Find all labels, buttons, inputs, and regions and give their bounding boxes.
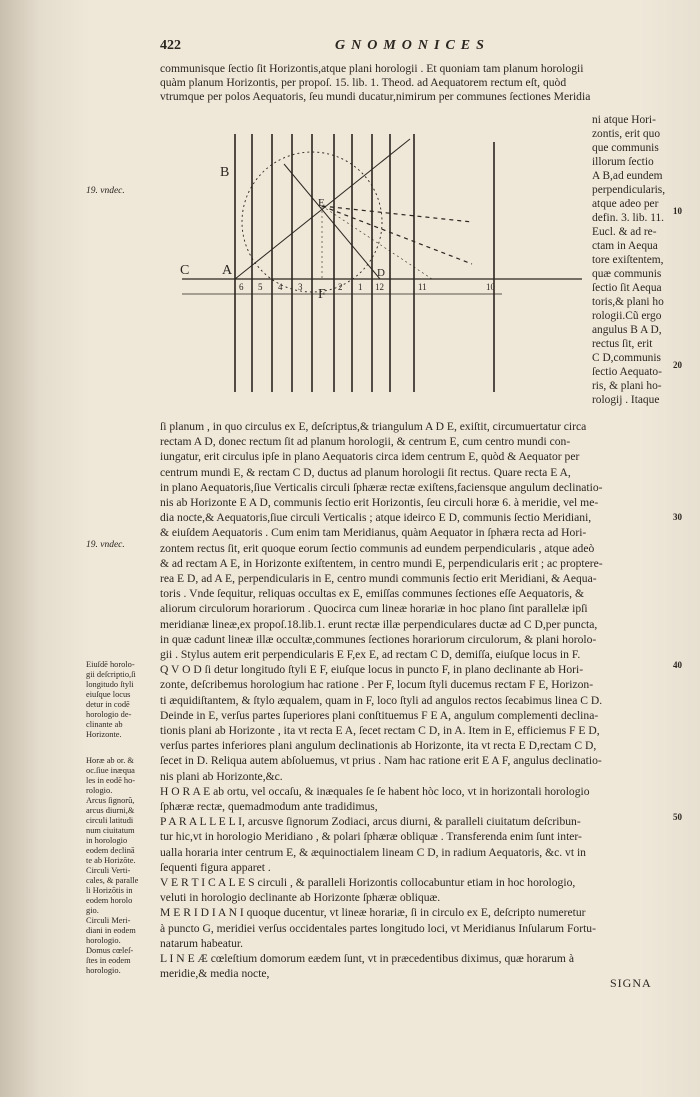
margin-line: li Horizōtis in: [86, 886, 133, 895]
margin-line: clinante ab: [86, 720, 123, 729]
text-line: illorum ſectio: [592, 156, 654, 168]
text-line: Q V O D ſi detur longitudo ſtyli E F, eiuſque locus in puncto F, in plano declinante ab Hori-: [160, 663, 584, 677]
text-line: P A R A L L E L I, arcusve ſignorum Zodiaci, arcus diurni, & paralleli ciuitatum deſcribun-: [160, 815, 581, 829]
text-line: dia nocte,& Aequatoris,ſiue circuli Verticalis ; atque ideirco E D, communis ſectio Meridiani,: [160, 511, 592, 525]
hour-label: 4: [278, 282, 283, 292]
text-line: angulus B A D,: [592, 324, 662, 336]
text-line: V E R T I C A L E S circuli , & paralleli Horizontis collocabuntur etiam in hoc horologio,: [160, 876, 576, 889]
margin-note-vndec: 19. vndec.: [86, 540, 125, 550]
line-number: 20: [673, 360, 682, 370]
text-line: L I N E Æ cœleſtium domorum eædem ſunt, vt in præcedentibus diximus, quæ horarum à: [160, 952, 574, 965]
hour-label: 2: [338, 282, 343, 292]
text-line: rologii.Cũ ergo: [592, 310, 662, 322]
margin-line: longitudo ſtyli: [86, 680, 134, 689]
text-line: ualla horaria inter centrum E, & æquinoctialem lineam C D, in radium Aequatoris, &c. vt in: [160, 845, 586, 859]
text-line: meridie,& media nocte,: [160, 967, 270, 981]
hour-label: 10: [486, 282, 495, 292]
text-line: H O R A E ab ortu, vel occaſu, & inæquales ſe ſe habent hòc loco, vt in horizontali horologio: [160, 784, 590, 798]
margin-line: oc.ſiue inæqua: [86, 766, 135, 775]
text-line: rologij . Itaque: [592, 394, 660, 406]
margin-line: horologio.: [86, 966, 121, 975]
text-line: A B,ad eundem: [592, 170, 663, 182]
text-line: quàm planum Horizontis, per propoſ. 15. lib. 1. Theod. ad Aequatorem rectum eſt, quòd: [160, 76, 567, 89]
text-line: rectus ſit, erit: [592, 338, 653, 350]
text-line: tionis plani ab Horizonte , ita vt recta E A, ſecet rectam C D, in A. Item in E, efficiemus F E D,: [160, 724, 600, 737]
text-line: C D,communis: [592, 352, 661, 364]
hour-label: 5: [258, 282, 263, 292]
text-line: ti æquidiſtantem, & ſtylo æqualem, quam in F, loco ſtyli ad angulos rectos ſecabimus linea C D.: [160, 693, 603, 707]
margin-line: cales, & paralle: [86, 876, 139, 885]
page-number: 422: [160, 38, 181, 53]
text-line: ris, & plani ho-: [592, 380, 662, 392]
text-line: M E R I D I A N I quoque ducentur, vt lineæ horariæ, ſi in circulo ex E, deſcripto numeretur: [160, 906, 586, 920]
occult-line: [322, 206, 472, 264]
text-line: ſphæræ rectæ, quemadmodum ante tradidimus,: [160, 800, 378, 813]
text-line: defin. 3. lib. 11.: [592, 212, 665, 224]
text-line: zonte, deſcribemus horologium hac ratione . Per F, locum ſtyli ducemus rectam F E, Horizon-: [160, 678, 594, 692]
text-line: ſectio Aequato-: [592, 366, 662, 378]
sundial-diagram: [172, 114, 592, 414]
text-line: ctam in Aequa: [592, 240, 658, 252]
line-number: 40: [673, 660, 682, 670]
hour-label: 3: [298, 282, 303, 292]
margin-line: arcus diurni,&: [86, 806, 135, 815]
text-line: gii . Stylus autem erit perpendicularis E F,ex E, ad rectam C D, demiſſa, eiuſque locus in F.: [160, 648, 581, 661]
side-column-text: [592, 113, 682, 407]
margin-line: in horologio: [86, 836, 128, 845]
text-line: ſi planum , in quo circulus ex E, deſcriptus,& triangulum A D E, exiſtit, circumuertatur circa: [160, 420, 587, 433]
margin-line: num ciuitatum: [86, 826, 135, 835]
margin-line: les in eodē ho-: [86, 776, 136, 785]
text-line: veluti in horologio declinante ab Horizonte ſphæræ obliquæ.: [160, 891, 441, 905]
hour-label: 6: [239, 282, 244, 292]
label-c: C: [180, 263, 190, 278]
text-line: natarum habeatur.: [160, 936, 244, 950]
text-line: ſecet in D. Reliqua autem abſoluemus, vt prius . Nam hac ratione erit E A F, angulus declinatio-: [160, 754, 602, 768]
label-d: D: [377, 267, 385, 279]
text-line: toris . Vnde ſequitur, reliquas occultas ex E, emiſſas communes ſectiones eſſe Aequatoris, &: [160, 587, 584, 601]
text-line: iungatur, erit circulus ipſe in plano Aequatoris circa idem centrum E, quòd & Aequator per: [160, 450, 580, 464]
text-line: ſectio ſit Aequa: [592, 282, 662, 294]
text-line: nis ab Horizonte E A D, communis ſectio erit Horizontis, ſeu circuli horæ 6. à meridie, vel me-: [160, 496, 599, 509]
text-line: zontis, erit quo: [592, 128, 661, 140]
running-header: [160, 38, 650, 58]
margin-line: eodem declinā: [86, 846, 135, 855]
text-line: vtrumque per polos Aequatoris, ſeu mundi ducatur,nimirum per communes ſectiones Meridia: [160, 90, 591, 103]
hour-label: 1: [358, 282, 363, 292]
text-line: Deinde in E, verſus partes ſuperiores plani conſtituemus F E A, angulum complementi declina-: [160, 708, 599, 722]
margin-line: Horæ ab or. &: [86, 756, 134, 765]
text-line: in quæ cadunt lineæ illæ occultæ,communes ſectiones horariorum circulorum, & plani horolo-: [160, 632, 597, 646]
margin-line: ſtes in eodem: [86, 956, 131, 965]
margin-line: gii deſcriptio,ſi: [86, 670, 136, 679]
margin-line: horologio de-: [86, 710, 132, 719]
text-line: tore exiſtentem,: [592, 254, 664, 266]
line-ae: [235, 139, 410, 279]
label-b: B: [220, 165, 230, 180]
text-line: nis plani ab Horizonte,&c.: [160, 769, 283, 783]
line-number: 50: [673, 812, 682, 822]
margin-line: detur in codē: [86, 700, 130, 709]
text-line: meridianæ lineæ,ex propoſ.18.lib.1. erunt rectæ illæ perpendiculares ductæ ad C D,per puncta,: [160, 617, 598, 631]
text-line: rectam A D, donec rectum ſit ad planum horologii, & centrum E, cum centro mundi con-: [160, 435, 571, 449]
margin-line: Horizonte.: [86, 730, 122, 739]
margin-note-description: [86, 660, 152, 740]
margin-line: Arcus ſignorũ,: [86, 796, 135, 805]
margin-line: Circuli Meri-: [86, 916, 131, 925]
margin-line: gio.: [86, 906, 99, 915]
hour-label: 11: [418, 282, 427, 292]
hour-label: 12: [375, 282, 384, 292]
margin-line: Domus cœleſ-: [86, 946, 134, 955]
margin-line: rologio.: [86, 786, 113, 795]
text-line: verſus partes inferiores plani angulum declinationis ab Horizonte, ita vt recta E D,rectam C D,: [160, 739, 597, 753]
margin-line: te ab Horizōte.: [86, 856, 136, 865]
line-number: 10: [673, 206, 682, 216]
text-line: Eucl. & ad re-: [592, 226, 657, 238]
running-title: GNOMONICES: [335, 38, 490, 53]
text-line: tur hic,vt in horologio Meridiano , & polari ſphæræ obliquæ . Transferenda enim ſunt inter-: [160, 830, 582, 844]
occult-line: [322, 206, 472, 222]
margin-note-vndec: 19. vndec.: [86, 186, 125, 196]
catchword: SIGNA: [610, 976, 652, 990]
text-line: centrum mundi E, & rectam C D, ductus ad planum horologii ſit rectus. Quare recta E A,: [160, 465, 571, 479]
margin-line: eodem horolo: [86, 896, 133, 905]
text-line: rea E D, ad A E, perpendicularis in E, centro mundi communis ſectio erit Meridiani, & Aequa-: [160, 572, 597, 585]
margin-note-hours: [86, 756, 152, 976]
margin-line: eiuſque locus: [86, 690, 131, 699]
text-line: à puncto G, meridiei verſus occidentales partes longitudo loci, vt Meridianus Inſularum Fortu-: [160, 921, 596, 935]
text-line: zontem rectus ſit, erit quoque eorum ſectio communis ad eundem perpendicularis , atque adeò: [160, 541, 595, 555]
label-e: E: [318, 197, 325, 209]
margin-line: Circuli Verti-: [86, 866, 131, 875]
text-line: ni atque Hori-: [592, 114, 656, 126]
text-line: perpendicularis,: [592, 184, 666, 196]
text-line: aliorum circulorum horariorum . Quocirca cum lineæ horariæ in hoc plano ſint parallelæ ipſi: [160, 602, 588, 616]
margin-line: Eiuſdē horolo-: [86, 660, 135, 669]
text-line: quæ communis: [592, 268, 662, 280]
margin-line: diani in eodem: [86, 926, 136, 935]
margin-line: circuli latitudi: [86, 816, 134, 825]
text-line: & ad rectam A E, in Horizonte exiſtentem, in centro mundi E, perpendicularis erit ; ac proptere-: [160, 556, 603, 570]
text-line: & eiuſdem Aequatoris . Cum enim tam Meridianus, quàm Aequator in ſphæra recta ad Hori-: [160, 526, 587, 540]
text-line: ſequenti figura apparet .: [160, 860, 271, 874]
line-ed: [284, 164, 380, 279]
label-f: F: [318, 287, 326, 302]
text-line: atque adeo per: [592, 198, 659, 210]
text-line: in plano Aequatoris,ſiue Verticalis circuli ſphæræ rectæ exiſtens,faciensque angulum declinatio-: [160, 480, 603, 494]
label-a: A: [222, 263, 233, 278]
text-line: communisque ſectio ſit Horizontis,atque plani horologii . Et quoniam tam planum horologii: [160, 62, 584, 75]
text-line: que communis: [592, 142, 659, 154]
text-line: toris,& plani ho: [592, 296, 664, 308]
margin-line: horologio.: [86, 936, 121, 945]
line-number: 30: [673, 512, 682, 522]
